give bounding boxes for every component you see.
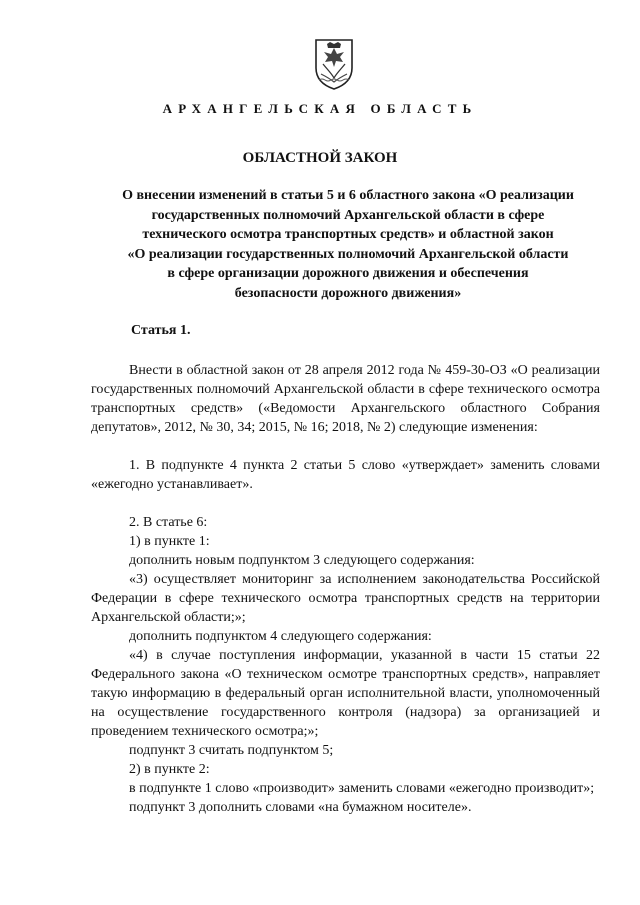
paragraph: 1) в пункте 1:	[129, 534, 210, 549]
paragraph: подпункт 3 считать подпунктом 5;	[129, 743, 334, 758]
paragraph: «3) осуществляет мониторинг за исполнением законодательства Российской Федерации в сфере технического осмотра транспортных средств на территории Архангельской области;»;	[91, 572, 600, 625]
paragraph: 2) в пункте 2:	[129, 762, 210, 777]
article-body	[91, 361, 600, 817]
subtitle-line: государственных полномочий Архангельской области в сфере	[151, 207, 545, 223]
paragraph: дополнить подпунктом 4 следующего содержания:	[129, 629, 432, 644]
subtitle-line: в сфере организации дорожного движения и обеспечения	[167, 266, 529, 281]
paragraph: в подпункте 1 слово «производит» заменить словами «ежегодно производит»;	[129, 781, 595, 796]
law-title: ОБЛАСТНОЙ ЗАКОН	[242, 150, 398, 166]
subtitle-line: О внесении изменений в статьи 5 и 6 областного закона «О реализации	[122, 188, 574, 203]
paragraph: подпункт 3 дополнить словами «на бумажном носителе».	[129, 800, 472, 815]
paragraph: дополнить новым подпунктом 3 следующего содержания:	[129, 553, 475, 568]
subtitle-line: безопасности дорожного движения»	[234, 285, 462, 301]
article-heading: Статья 1.	[131, 323, 191, 338]
coat-of-arms-icon	[313, 38, 355, 90]
subtitle-line: технического осмотра транспортных средств» и областной закон	[142, 227, 554, 242]
paragraph: Внести в областной закон от 28 апреля 2012 года № 459-30-ОЗ «О реализации государственных полномочий Архангельской области в сфере технического осмотра транспортных средств» («Ведомости Архангельского областного Собрания депутатов», 2012, № 30, 34; 2015, № 16; 2018, № 2) следующие изменения:	[91, 363, 600, 435]
paragraph: «4) в случае поступления информации, указанной в части 15 статьи 22 Федерального закона «О техническом осмотре транспортных средств», направляет такую информацию в федеральный орган исполнительной власти, уполномоченный на осуществление государственного контроля (надзора) за организацией и проведением технического осмотра;»;	[91, 648, 600, 739]
subtitle-line: «О реализации государственных полномочий Архангельской области	[127, 246, 569, 262]
region-name: АРХАНГЕЛЬСКАЯ ОБЛАСТЬ	[162, 101, 478, 116]
paragraph: 1. В подпункте 4 пункта 2 статьи 5 слово «утверждает» заменить словами «ежегодно устанавливает».	[91, 458, 600, 492]
law-subtitle	[95, 186, 601, 303]
paragraph: 2. В статье 6:	[129, 515, 208, 530]
